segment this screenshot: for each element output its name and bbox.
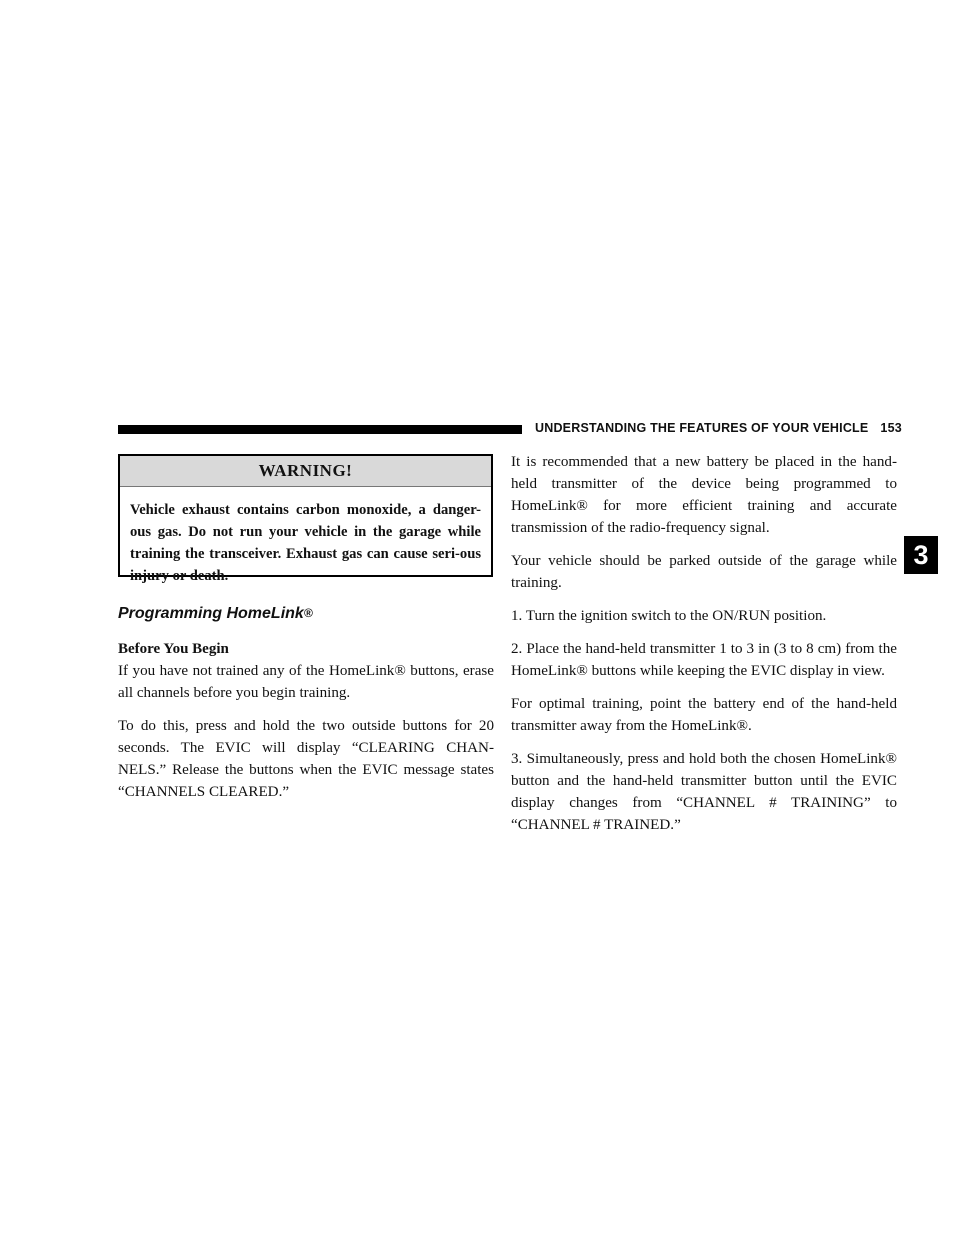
warning-title: WARNING!: [120, 456, 491, 487]
warning-text: Vehicle exhaust contains carbon monoxide, a danger-ous gas. Do not run your vehicle in the garage while training the transceiver. Exhaust gas can cause seri-ous injury or death.: [130, 502, 481, 584]
paragraph: If you have not trained any of the HomeLink® buttons, erase all channels before you begin training.: [118, 663, 494, 701]
page-number: 153: [880, 421, 902, 435]
step-3: 3. Simultaneously, press and hold both the chosen HomeLink® button and the hand-held transmitter button until the EVIC display changes from “CHANNEL # TRAINING” to “CHANNEL # TRAINED.”: [511, 751, 897, 833]
header-rule: [118, 425, 522, 434]
paragraph: To do this, press and hold the two outside buttons for 20 seconds. The EVIC will display “CLEARING CHAN-NELS.” Release the buttons when the EVIC message states “CHANNELS CLEARED.”: [118, 718, 494, 800]
paragraph: For optimal training, point the battery end of the hand-held transmitter away from the HomeLink®.: [511, 696, 897, 734]
paragraph: It is recommended that a new battery be placed in the hand-held transmitter of the device being programmed to HomeLink® for more efficient training and accurate transmission of the radio-frequency signal.: [511, 454, 897, 536]
left-column: [118, 603, 494, 814]
warning-box: [118, 454, 493, 584]
step-2: 2. Place the hand-held transmitter 1 to 3 in (3 to 8 cm) from the HomeLink® buttons while keeping the EVIC display in view.: [511, 641, 897, 679]
header-section-title: UNDERSTANDING THE FEATURES OF YOUR VEHICLE: [535, 421, 869, 435]
step-1: 1. Turn the ignition switch to the ON/RUN position.: [511, 608, 827, 624]
section-heading-text: Programming HomeLink: [118, 605, 304, 622]
right-column: [511, 451, 897, 847]
section-heading: [118, 603, 494, 624]
paragraph: Your vehicle should be parked outside of the garage while training.: [511, 553, 897, 591]
subheading: Before You Begin: [118, 641, 229, 657]
chapter-tab: 3: [904, 536, 938, 574]
running-header: [535, 421, 902, 435]
registered-mark: ®: [303, 606, 313, 620]
